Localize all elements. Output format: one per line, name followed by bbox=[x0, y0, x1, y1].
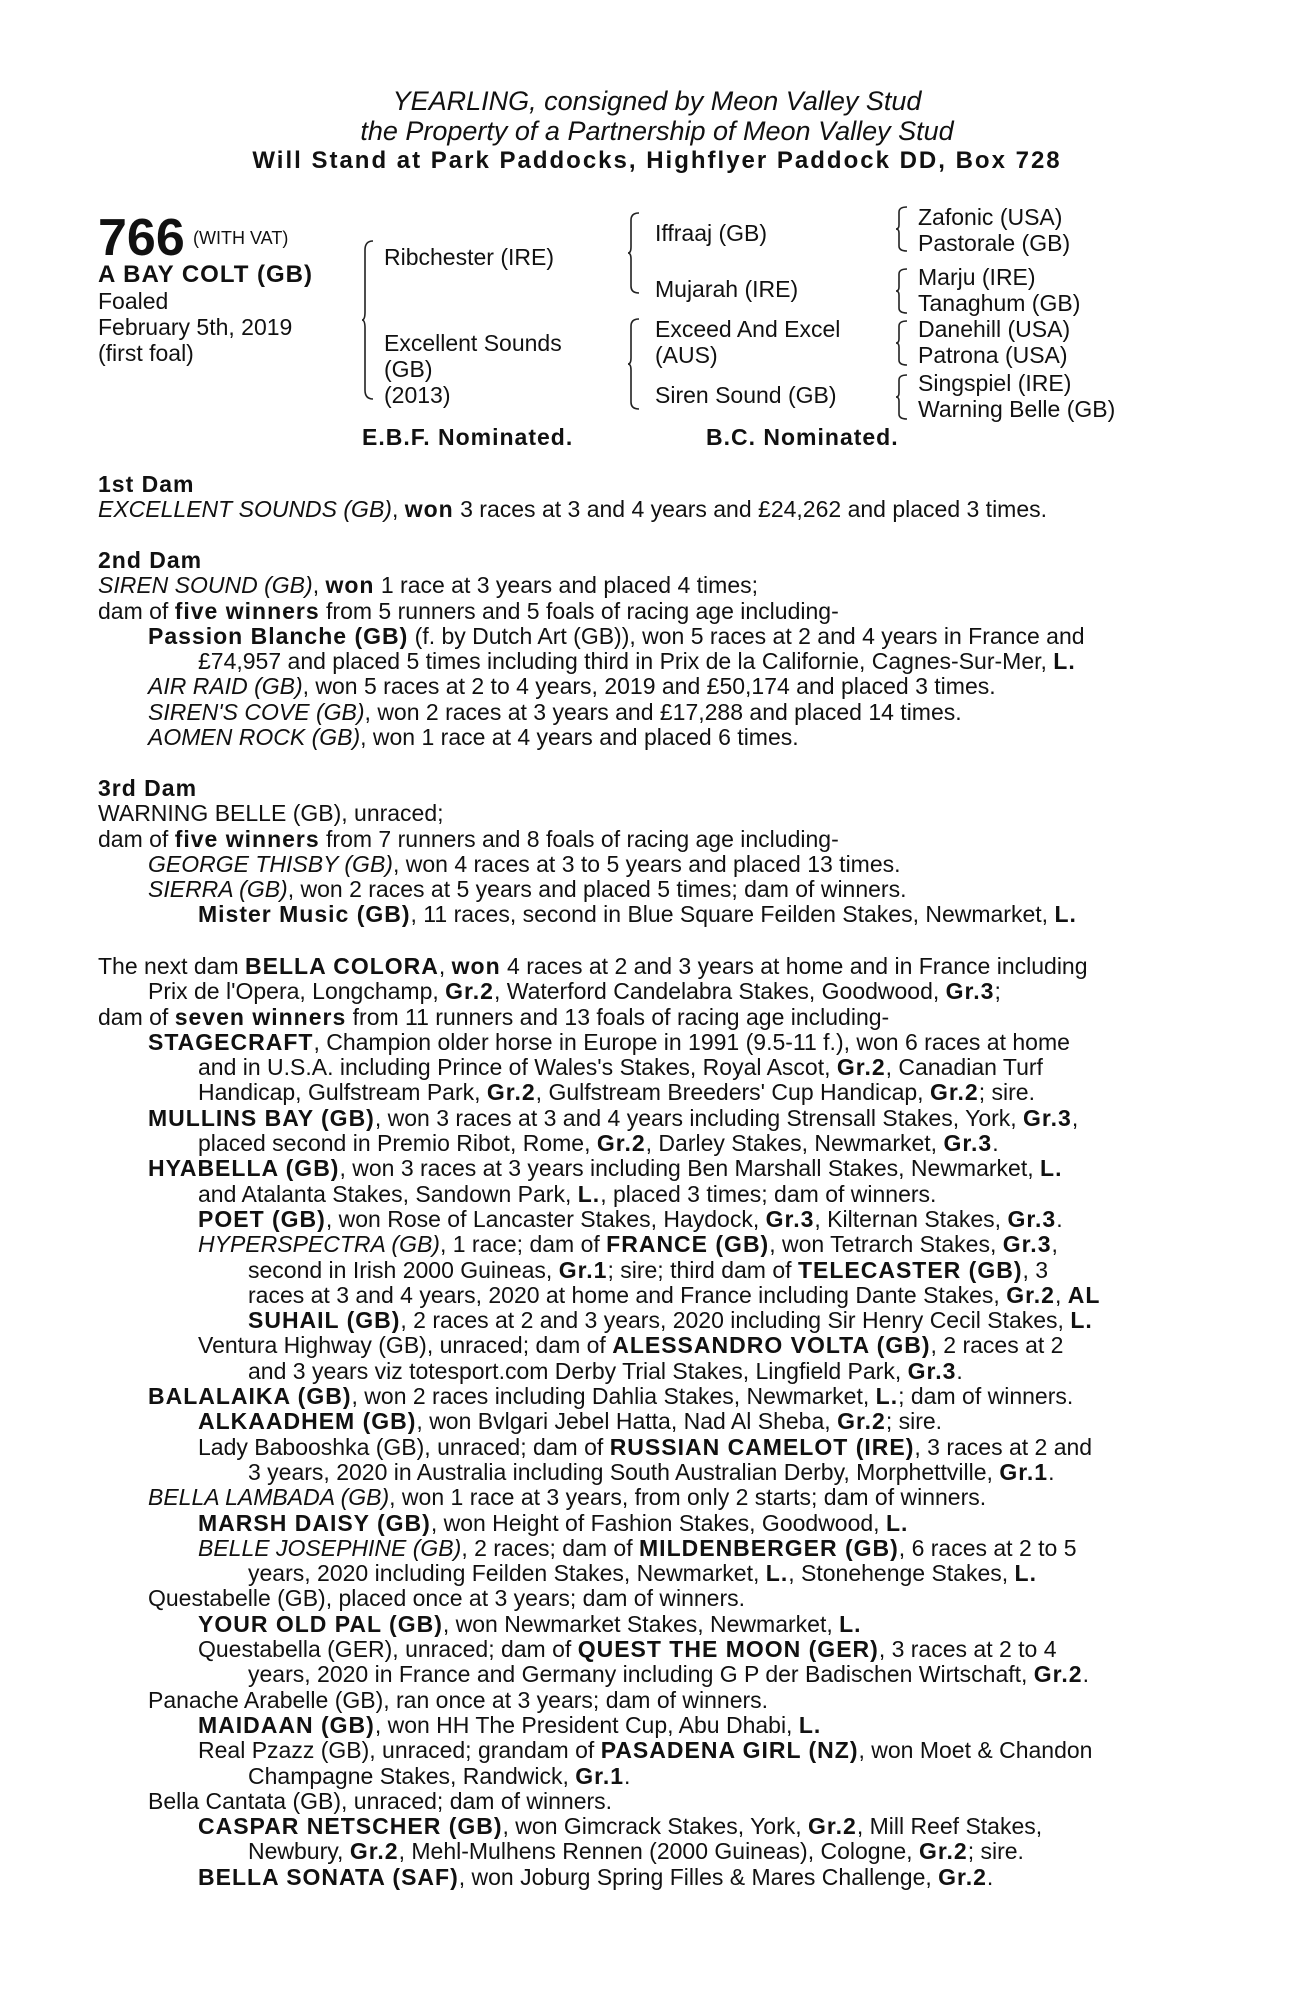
produce-entry: Mister Music (GB), 11 races, second in Blue Square Feilden Stakes, Newmarket, L. bbox=[198, 901, 1077, 928]
horse-name: A BAY COLT (GB) bbox=[98, 261, 314, 288]
bc-nomination: B.C. Nominated. bbox=[706, 424, 899, 450]
pedigree-dss: Danehill (USA) bbox=[918, 316, 1071, 342]
lot-number: 766 bbox=[98, 209, 185, 267]
next-dam-record-cont: Prix de l'Opera, Longchamp, Gr.2, Waterford Candelabra Stakes, Goodwood, Gr.3; bbox=[148, 978, 1001, 1005]
produce-entry: Questabella (GER), unraced; dam of QUEST THE MOON (GER), 3 races at 2 to 4 bbox=[198, 1636, 1057, 1663]
produce-entry-cont: SUHAIL (GB), 2 races at 2 and 3 years, 2020 including Sir Henry Cecil Stakes, L. bbox=[248, 1307, 1093, 1334]
foaled-label: Foaled bbox=[98, 288, 169, 314]
produce-entry-cont: Newbury, Gr.2, Mehl-Mulhens Rennen (2000 Guineas), Cologne, Gr.2; sire. bbox=[248, 1838, 1024, 1865]
pedigree-sire-sire: Iffraaj (GB) bbox=[655, 220, 768, 246]
produce-entry: Bella Cantata (GB), unraced; dam of winners. bbox=[148, 1787, 613, 1814]
pedigree-brace-2b bbox=[628, 318, 640, 410]
produce-entry-cont: placed second in Premio Ribot, Rome, Gr.2, Darley Stakes, Newmarket, Gr.3. bbox=[198, 1130, 999, 1157]
produce-entry-cont: and in U.S.A. including Prince of Wales's Stakes, Royal Ascot, Gr.2, Canadian Turf bbox=[198, 1054, 1043, 1081]
produce-entry: GEORGE THISBY (GB), won 4 races at 3 to 5 years and placed 13 times. bbox=[148, 850, 901, 877]
pedigree-sdd: Tanaghum (GB) bbox=[918, 290, 1081, 316]
third-dam-heading: 3rd Dam bbox=[98, 775, 198, 801]
third-dam-record: WARNING BELLE (GB), unraced; bbox=[98, 800, 444, 827]
pedigree-dam-country: (GB) bbox=[384, 356, 433, 382]
next-dam-record: The next dam BELLA COLORA, won 4 races at 2 and 3 years at home and in France including bbox=[98, 953, 1088, 979]
pedigree-dam-sire-country: (AUS) bbox=[655, 342, 718, 368]
pedigree-brace-3b bbox=[896, 268, 908, 314]
produce-entry: Ventura Highway (GB), unraced; dam of ALESSANDRO VOLTA (GB), 2 races at 2 bbox=[198, 1332, 1064, 1359]
pedigree-dam-dam: Siren Sound (GB) bbox=[655, 382, 837, 408]
second-dam-produce: dam of five winners from 5 runners and 5 foals of racing age including- bbox=[98, 597, 839, 624]
pedigree-brace-1 bbox=[362, 240, 374, 400]
first-dam-record: EXCELLENT SOUNDS (GB), won 3 races at 3 and 4 years and £24,262 and placed 3 times. bbox=[98, 496, 1048, 523]
foal-note: (first foal) bbox=[98, 340, 194, 366]
produce-entry: BELLA LAMBADA (GB), won 1 race at 3 years, from only 2 starts; dam of winners. bbox=[148, 1484, 987, 1511]
pedigree-brace-2a bbox=[628, 212, 640, 294]
produce-entry: Lady Babooshka (GB), unraced; dam of RUSSIAN CAMELOT (IRE), 3 races at 2 and bbox=[198, 1433, 1093, 1460]
next-dam-section bbox=[98, 954, 1216, 1890]
produce-entry: STAGECRAFT, Champion older horse in Europe in 1991 (9.5-11 f.), won 6 races at home bbox=[148, 1028, 1070, 1055]
pedigree-dam bbox=[384, 330, 562, 408]
pedigree-dam-sire bbox=[655, 316, 840, 368]
ebf-nomination: E.B.F. Nominated. bbox=[362, 424, 574, 450]
produce-entry-cont: second in Irish 2000 Guineas, Gr.1; sire; third dam of TELECASTER (GB), 3 bbox=[248, 1256, 1049, 1283]
produce-entry: ALKAADHEM (GB), won Bvlgari Jebel Hatta, Nad Al Sheba, Gr.2; sire. bbox=[198, 1408, 943, 1435]
foaled-date: February 5th, 2019 bbox=[98, 314, 293, 340]
produce-entry-cont: £74,957 and placed 5 times including third in Prix de la Californie, Cagnes-Sur-Mer, L. bbox=[198, 648, 1076, 675]
produce-entry: Panache Arabelle (GB), ran once at 3 years; dam of winners. bbox=[148, 1686, 769, 1713]
third-dam-section bbox=[98, 776, 1216, 928]
produce-entry: SIERRA (GB), won 2 races at 5 years and placed 5 times; dam of winners. bbox=[148, 876, 907, 903]
first-dam-heading: 1st Dam bbox=[98, 471, 195, 497]
produce-entry-cont: Champagne Stakes, Randwick, Gr.1. bbox=[248, 1762, 631, 1789]
produce-entry-cont: Handicap, Gulfstream Park, Gr.2, Gulfstream Breeders' Cup Handicap, Gr.2; sire. bbox=[198, 1079, 1035, 1106]
produce-entry: MAIDAAN (GB), won HH The President Cup, Abu Dhabi, L. bbox=[198, 1711, 822, 1738]
produce-entry-cont: years, 2020 including Feilden Stakes, Newmarket, L., Stonehenge Stakes, L. bbox=[248, 1560, 1037, 1587]
pedigree-dam-sire-name: Exceed And Excel bbox=[655, 316, 841, 342]
produce-entry: MARSH DAISY (GB), won Height of Fashion Stakes, Goodwood, L. bbox=[198, 1509, 909, 1536]
pedigree-sire: Ribchester (IRE) bbox=[384, 244, 554, 270]
produce-entry: Passion Blanche (GB) (f. by Dutch Art (GB)), won 5 races at 2 and 4 years in France and bbox=[148, 622, 1085, 649]
pedigree-dds: Singspiel (IRE) bbox=[918, 370, 1072, 396]
pedigree-brace-3a bbox=[896, 206, 908, 252]
produce-entry: AOMEN ROCK (GB), won 1 race at 4 years and placed 6 times. bbox=[148, 724, 799, 751]
produce-entry-cont: 3 years, 2020 in Australia including South Australian Derby, Morphettville, Gr.1. bbox=[248, 1458, 1055, 1485]
header-consignor: YEARLING, consigned by Meon Valley Stud bbox=[392, 86, 922, 116]
produce-entry: MULLINS BAY (GB), won 3 races at 3 and 4 years including Strensall Stakes, York, Gr.3, bbox=[148, 1104, 1079, 1131]
produce-entry: CASPAR NETSCHER (GB), won Gimcrack Stakes, York, Gr.2, Mill Reef Stakes, bbox=[198, 1813, 1043, 1840]
second-dam-section bbox=[98, 548, 1216, 750]
pedigree-dam-year: (2013) bbox=[384, 382, 451, 408]
produce-entry-cont: and Atalanta Stakes, Sandown Park, L., placed 3 times; dam of winners. bbox=[198, 1180, 937, 1207]
pedigree-ddd: Warning Belle (GB) bbox=[918, 396, 1116, 422]
pedigree-sds: Marju (IRE) bbox=[918, 264, 1036, 290]
produce-entry: Questabelle (GB), placed once at 3 years; dam of winners. bbox=[148, 1585, 746, 1612]
produce-entry: AIR RAID (GB), won 5 races at 2 to 4 years, 2019 and £50,174 and placed 3 times. bbox=[148, 673, 996, 700]
header-property: the Property of a Partnership of Meon Valley Stud bbox=[360, 116, 954, 146]
vat-note: (WITH VAT) bbox=[193, 228, 289, 248]
produce-entry: POET (GB), won Rose of Lancaster Stakes, Haydock, Gr.3, Kilternan Stakes, Gr.3. bbox=[198, 1205, 1063, 1232]
second-dam-record: SIREN SOUND (GB), won 1 race at 3 years and placed 4 times; bbox=[98, 572, 759, 599]
produce-entry: YOUR OLD PAL (GB), won Newmarket Stakes, Newmarket, L. bbox=[198, 1610, 862, 1637]
next-dam-produce: dam of seven winners from 11 runners and 13 foals of racing age including- bbox=[98, 1003, 890, 1030]
produce-entry-cont: races at 3 and 4 years, 2020 at home and France including Dante Stakes, Gr.2, AL bbox=[248, 1281, 1101, 1308]
produce-entry: BALALAIKA (GB), won 2 races including Dahlia Stakes, Newmarket, L.; dam of winners. bbox=[148, 1383, 1074, 1410]
produce-entry: SIREN'S COVE (GB), won 2 races at 3 years and £17,288 and placed 14 times. bbox=[148, 698, 962, 725]
produce-entry-cont: and 3 years viz totesport.com Derby Trial Stakes, Lingfield Park, Gr.3. bbox=[248, 1357, 963, 1384]
pedigree-brace-3c bbox=[896, 320, 908, 366]
produce-entry-cont: years, 2020 in France and Germany including G P der Badischen Wirtschaft, Gr.2. bbox=[248, 1661, 1089, 1688]
header-location: Will Stand at Park Paddocks, Highflyer Paddock DD, Box 728 bbox=[252, 147, 1062, 174]
produce-entry: HYPERSPECTRA (GB), 1 race; dam of FRANCE (GB), won Tetrarch Stakes, Gr.3, bbox=[198, 1231, 1058, 1258]
pedigree-dam-name: Excellent Sounds bbox=[384, 330, 562, 356]
pedigree-sire-dam: Mujarah (IRE) bbox=[655, 276, 799, 302]
pedigree-brace-3d bbox=[896, 374, 908, 420]
pedigree-dsd: Patrona (USA) bbox=[918, 342, 1068, 368]
horse-details bbox=[98, 262, 313, 366]
produce-entry: HYABELLA (GB), won 3 races at 3 years including Ben Marshall Stakes, Newmarket, L. bbox=[148, 1155, 1063, 1182]
produce-entry: Real Pzazz (GB), unraced; grandam of PASADENA GIRL (NZ), won Moet & Chandon bbox=[198, 1737, 1093, 1764]
pedigree-ssd: Pastorale (GB) bbox=[918, 230, 1071, 256]
first-dam-section bbox=[98, 472, 1216, 523]
produce-entry: BELLE JOSEPHINE (GB), 2 races; dam of MILDENBERGER (GB), 6 races at 2 to 5 bbox=[198, 1534, 1077, 1561]
pedigree-sss: Zafonic (USA) bbox=[918, 204, 1063, 230]
produce-entry: BELLA SONATA (SAF), won Joburg Spring Filles & Mares Challenge, Gr.2. bbox=[198, 1863, 994, 1890]
second-dam-heading: 2nd Dam bbox=[98, 547, 203, 573]
third-dam-produce: dam of five winners from 7 runners and 8 foals of racing age including- bbox=[98, 825, 839, 852]
